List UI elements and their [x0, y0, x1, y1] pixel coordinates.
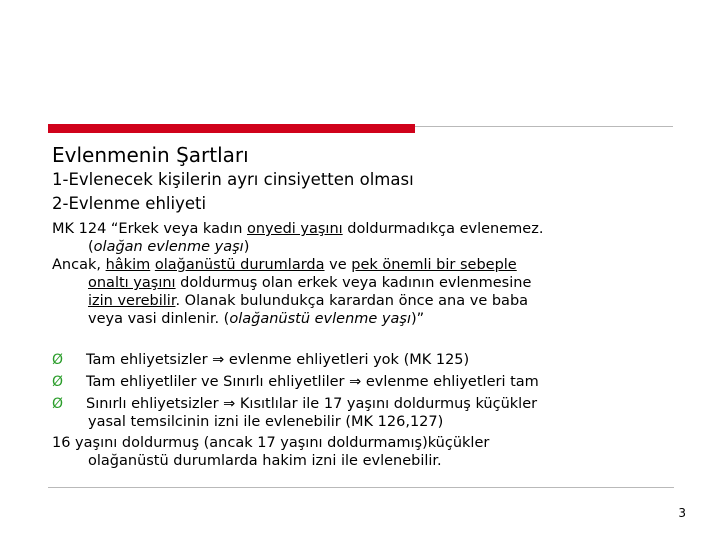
- footer-rule: [48, 487, 674, 488]
- slide-title: Evlenmenin Şartları: [52, 143, 249, 167]
- ancak-line-3: [52, 292, 531, 310]
- mk124-line-2: [52, 238, 543, 256]
- ancak-line-2: [52, 274, 531, 292]
- ancak-paragraph: [52, 256, 531, 328]
- condition-2: 2-Evlenme ehliyeti: [52, 194, 207, 213]
- condition-1: 1-Evlenecek kişilerin ayrı cinsiyetten olması: [52, 170, 414, 189]
- ancak-line-4: [52, 310, 531, 328]
- closing-line-2: olağanüstü durumlarda hakim izni ile evlenebilir.: [88, 453, 442, 469]
- text-segment: doldurmadıkça evlenemez.: [342, 221, 544, 237]
- text-segment: veya vasi dinlenir. (: [88, 311, 230, 327]
- text-segment: ): [243, 239, 250, 255]
- underlined-term: pek önemli bir sebeple: [351, 257, 517, 273]
- text-segment: doldurmuş olan erkek veya kadının evlenmesine: [175, 275, 532, 291]
- bullet-continuation: yasal temsilcinin izni ile evlenebilir (MK 126,127): [88, 414, 444, 430]
- arrow-bullet-icon: Ø: [52, 352, 64, 368]
- underlined-term: izin verebilir: [88, 293, 176, 309]
- text-segment: ve: [324, 257, 352, 273]
- text-segment: (: [88, 239, 94, 255]
- title-rule: [415, 126, 673, 127]
- title-accent-bar: [48, 124, 415, 133]
- bullet-item: [52, 373, 539, 391]
- bullet-item: [52, 351, 469, 369]
- text-segment: )”: [410, 311, 425, 327]
- text-segment: . Olanak bulundukça karardan önce ana ve baba: [175, 293, 529, 309]
- text-segment: MK 124 “Erkek veya kadın: [52, 221, 247, 237]
- underlined-term: hâkim: [105, 257, 151, 273]
- mk124-line-1: [52, 220, 543, 238]
- text-segment: Ancak,: [52, 257, 106, 273]
- mk124-paragraph: [52, 220, 543, 256]
- italic-term: olağan evlenme yaşı: [93, 239, 244, 255]
- underlined-term: onyedi yaşını: [247, 221, 343, 237]
- arrow-bullet-icon: Ø: [52, 396, 64, 412]
- arrow-bullet-icon: Ø: [52, 374, 64, 390]
- underlined-term: olağanüstü durumlarda: [154, 257, 325, 273]
- bullet-text: Tam ehliyetsizler ⇒ evlenme ehliyetleri yok (MK 125): [86, 352, 470, 368]
- bullet-text: Tam ehliyetliler ve Sınırlı ehliyetliler ⇒ evlenme ehliyetleri tam: [86, 374, 539, 390]
- closing-paragraph: [52, 434, 489, 470]
- underlined-term: onaltı yaşını: [88, 275, 176, 291]
- bullet-text: Sınırlı ehliyetsizler ⇒ Kısıtlılar ile 17 yaşını doldurmuş küçükler: [86, 396, 538, 412]
- italic-term: olağanüstü evlenme yaşı: [229, 311, 411, 327]
- page-number: 3: [678, 506, 686, 520]
- bullet-item: [52, 395, 537, 413]
- closing-line-1: 16 yaşını doldurmuş (ancak 17 yaşını doldurmamış)küçükler: [52, 435, 490, 451]
- ancak-line-1: [52, 256, 531, 274]
